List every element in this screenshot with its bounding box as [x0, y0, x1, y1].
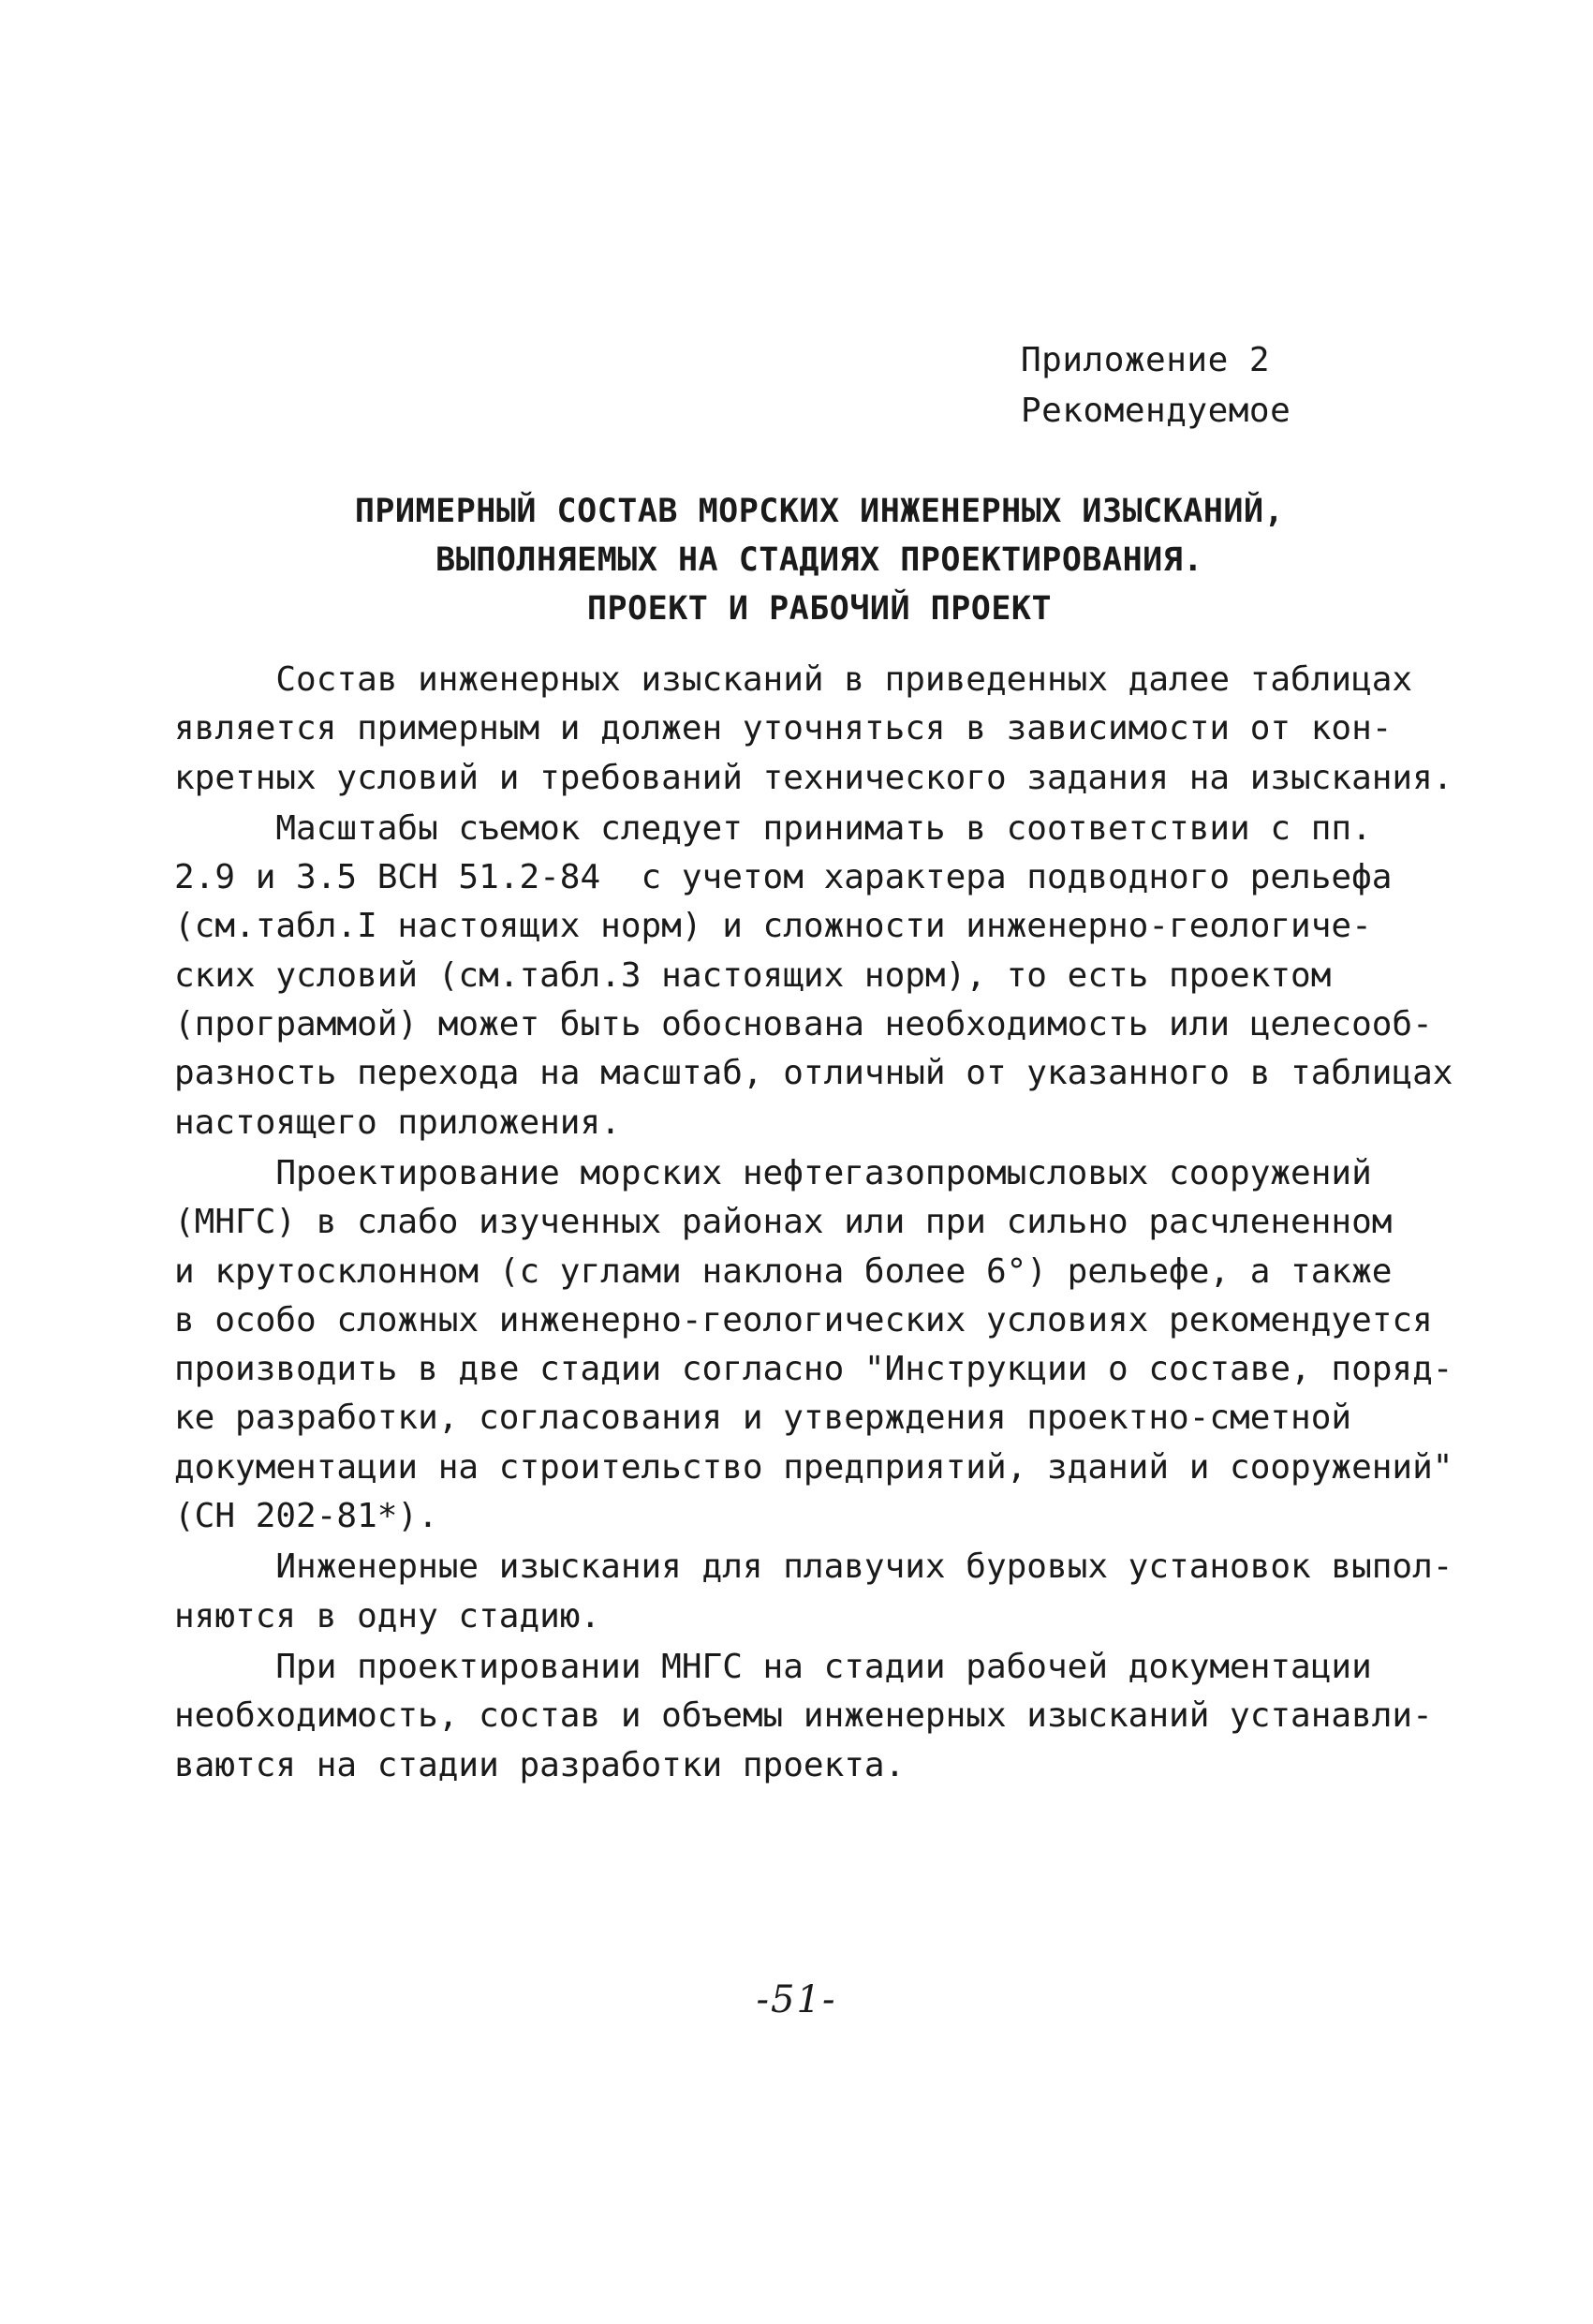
text-line: необходимость, состав и объемы инженерных изысканий устанавли-: [174, 1696, 1433, 1736]
body-text: [174, 656, 1453, 1790]
text-line: является примерным и должен уточняться в зависимости от кон-: [174, 709, 1393, 748]
paragraph-composition: [174, 656, 1453, 803]
text-line: ке разработки, согласования и утверждения проектно-сметной: [174, 1399, 1352, 1438]
appendix-header: [1021, 335, 1291, 437]
text-line: (МНГС) в слабо изученных районах или при сильно расчлененном: [174, 1203, 1393, 1242]
text-line: и крутосклонном (с углами наклона более 6°) рельефе, а также: [174, 1251, 1393, 1291]
text-line: ваются на стадии разработки проекта.: [174, 1745, 906, 1784]
document-title: [234, 487, 1405, 633]
text-line: кретных условий и требований технического задания на изыскания.: [174, 758, 1453, 797]
paragraph-working-docs: [174, 1643, 1433, 1790]
text-line: Масштабы съемок следует принимать в соответствии с пп.: [174, 808, 1372, 848]
text-line: няются в одну стадию.: [174, 1596, 601, 1636]
paragraph-scales: [174, 805, 1453, 1147]
text-line: разность перехода на масштаб, отличный от указанного в таблицах: [174, 1054, 1453, 1093]
appendix-status: Рекомендуемое: [1021, 392, 1291, 430]
text-line: в особо сложных инженерно-геологических условиях рекомендуется: [174, 1300, 1433, 1340]
text-line: При проектировании МНГС на стадии рабочей документации: [174, 1647, 1372, 1686]
text-line: ских условий (см.табл.3 настоящих норм), то есть проектом: [174, 955, 1332, 995]
text-line: Состав инженерных изысканий в приведенных далее таблицах: [174, 660, 1413, 699]
text-line: (СН 202-81*).: [174, 1497, 438, 1536]
text-line: документации на строительство предприятий, зданий и сооружений": [174, 1447, 1453, 1487]
text-line: Проектирование морских нефтегазопромысловых сооружений: [174, 1153, 1372, 1192]
page-number: -51-: [756, 1978, 837, 2021]
appendix-label: Приложение 2: [1021, 341, 1271, 379]
text-line: Инженерные изыскания для плавучих буровых установок выпол-: [174, 1547, 1453, 1587]
text-line: (см.табл.I настоящих норм) и сложности инженерно-геологиче-: [174, 907, 1372, 946]
text-line: (программой) может быть обоснована необходимость или целесооб-: [174, 1005, 1433, 1044]
title-line: ПРОЕКТ И РАБОЧИЙ ПРОЕКТ: [586, 590, 1053, 628]
paragraph-design-stages: [174, 1149, 1453, 1541]
paragraph-floating-rigs: [174, 1543, 1453, 1641]
text-line: 2.9 и 3.5 ВСН 51.2-84 с учетом характера подводного рельефа: [174, 858, 1393, 897]
title-line: ПРИМЕРНЫЙ СОСТАВ МОРСКИХ ИНЖЕНЕРНЫХ ИЗЫСКАНИЙ,: [354, 493, 1285, 530]
title-line: ВЫПОЛНЯЕМЫХ НА СТАДИЯХ ПРОЕКТИРОВАНИЯ.: [435, 541, 1203, 579]
text-line: производить в две стадии согласно "Инструкции о составе, поряд-: [174, 1350, 1453, 1389]
text-line: настоящего приложения.: [174, 1103, 621, 1142]
